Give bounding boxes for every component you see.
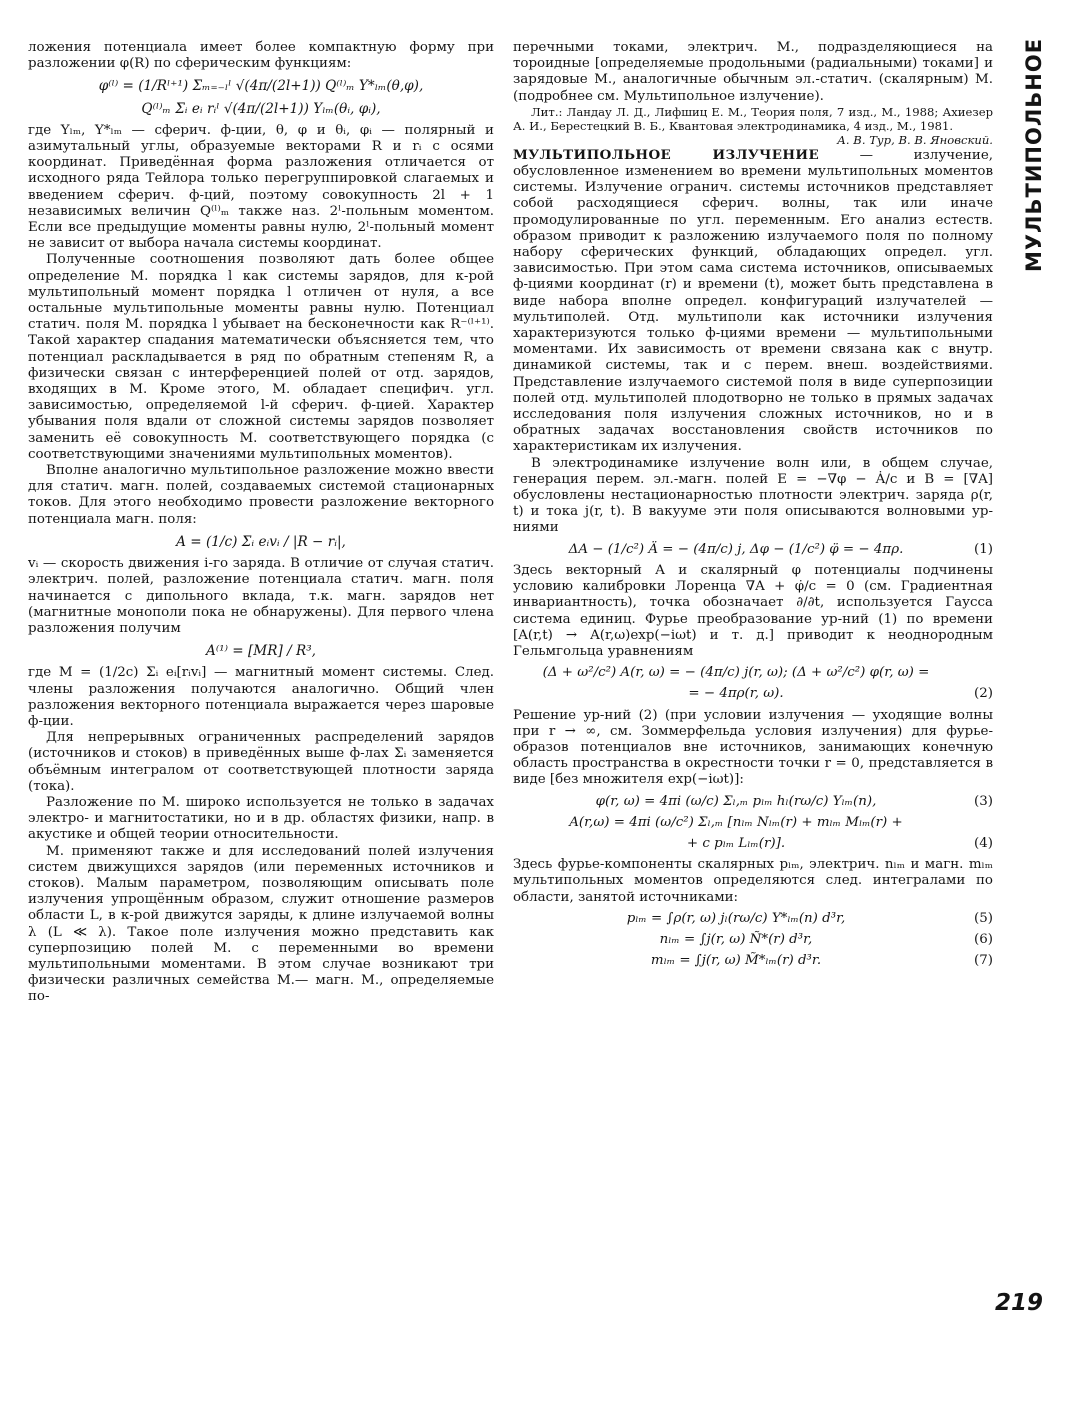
- equation-3: [513, 794, 993, 810]
- author-signature: А. В. Тур, В. В. Яновский.: [837, 132, 993, 147]
- paragraph: Разложение по М. широко используется не только в задачах электро- и магнитостатики, но и в др. областях физики, напр. в акустике и общей теории относительности.: [28, 794, 494, 843]
- equation-body: ΔA − (1/c²) Ä = − (4π/c) j, Δφ − (1/c²) φ̈ = − 4πρ.: [568, 541, 904, 557]
- article-text: — излучение, обусловленное изменением во времени мультипольных моментов системы. Излучение огранич. системы источников представляет собой расходящиеся сферич. волны, так или иначе промодулированные по угл. переменным. Его анализ естеств. образом приводит к разложению излучаемого поля по полному набору сферических функций, обладающих определ. угл. зависимостью. При этом сама система источников, описываемых ф-циями координат (r) и времени (t), может быть представлена в виде набора вполне определ. конфигураций излучателей — мультиполей. Отд. мультиполи как источники излучения характеризуются только ф-циями времени — мультипольными моментами. Их зависимость от времени связана как с внутр. динамикой системы, так и с перем. внеш. воздействиями. Представление излучаемого системой поля в виде суперпозиции полей отд. мультиполей плодотворно не только в прямых задачах исследования поля излучения сложных источников, но и в обратных задачах восстановления свойств источников по характеристикам их излучения.: [513, 147, 994, 455]
- equation-2-line-1: [513, 665, 993, 681]
- right-column: [513, 40, 993, 974]
- equation-body: pₗₘ = ∫ρ(r, ω) jₗ(rω/c) Y*ₗₘ(n) d³r,: [626, 910, 846, 926]
- left-column: [28, 40, 494, 1006]
- equation-5: [513, 911, 993, 927]
- formula-vector-potential: A = (1/c) Σᵢ eᵢvᵢ / |R − rᵢ|,: [176, 533, 346, 550]
- paragraph: Здесь фурье-компоненты скалярных pₗₘ, электрич. nₗₘ и магн. mₗₘ мультипольных моментов определяются след. интегралами по области, занятой источниками:: [513, 857, 993, 905]
- equation-number: (3): [974, 793, 993, 809]
- equation-number: (6): [974, 931, 993, 947]
- running-head-text: МУЛЬТИПОЛЬНОЕ: [1022, 37, 1046, 273]
- references: Лит.: Ландау Л. Д., Лифшиц Е. М., Теория поля, 7 изд., М., 1988; Ахиезер А. И., Берестецкий В. Б., Квантовая электродинамика, 4 изд., М., 1981.: [513, 104, 993, 133]
- equation-body: (Δ + ω²/c²) A(r, ω) = − (4π/c) j(r, ω); (Δ + ω²/c²) φ(r, ω) =: [542, 665, 930, 681]
- paragraph: где Yₗₘ, Y*ₗₘ — сферич. ф-ции, θ, φ и θᵢ, φᵢ — полярный и азимутальный углы, образуемые векторами R и rᵢ с осями координат. Приведённая форма разложения отличается от исходного ряда Тейлора только перегруппировкой слагаемых и введением сферич. ф-ций, поэтому совокупность 2l + 1 независимых величин Q⁽ˡ⁾ₘ также наз. 2ˡ-польным моментом. Если все предыдущие моменты равны нулю, 2ˡ-польный момент не зависит от выбора начала системы координат.: [28, 122, 494, 252]
- equation-2-line-2: [513, 686, 993, 702]
- equation-body: mₗₘ = ∫j(r, ω) M̃*ₗₘ(r) d³r.: [650, 953, 822, 969]
- equation-7: [513, 953, 993, 969]
- equation-number: (1): [974, 541, 993, 557]
- equation-body: = − 4πρ(r, ω).: [688, 686, 784, 702]
- equation-number: (2): [974, 686, 993, 702]
- paragraph: Полученные соотношения позволяют дать более общее определение М. порядка l как системы зарядов, для к-рой мультипольный момент порядка l отличен от нуля, а все остальные мультипольные моменты равны нулю. Потенциал статич. поля М. порядка l убывает на бесконечности как R⁻⁽ˡ⁺¹⁾. Такой характер спадания математически объясняется тем, что потенциал раскладывается в ряд по обратным степеням R, а физически связан с интерференцией полей от отд. зарядов, входящих в М. Кроме этого, М. обладает специфич. угл. зависимостью, определяемой l-й сферич. ф-цией. Характер убывания поля вдали от сложной системы зарядов позволяет заменить её совокупность М. соответствующего порядка (с соответствующими значениями мультипольных моментов).: [28, 252, 494, 462]
- paragraph: Решение ур-ний (2) (при условии излучения — уходящие волны при r → ∞, см. Зоммерфельда условия излучения) для фурье-образов потенциалов вне источников, занимающих конечную область пространства в окрестности точки r = 0, представляется в виде [без множителя exp(−iωt)]:: [513, 707, 993, 788]
- equation-body: A(r,ω) = 4πi (ω/c²) Σₗ,ₘ [nₗₘ Nₗₘ(r) + mₗₘ Mₗₘ(r) +: [569, 814, 903, 830]
- article-headword: МУЛЬТИПОЛЬНОЕ ИЗЛУЧЕНИЕ: [513, 146, 820, 163]
- equation-body: + c pₗₘ Lₗₘ(r)].: [686, 835, 786, 851]
- paragraph: М. применяют также и для исследований полей излучения систем движущихся зарядов (или переменных источников и стоков). Малым параметром, позволяющим описывать поле излучения упрощённым образом, служит отношение размеров области L, в к-рой движутся заряды, к длине излучаемой волны λ (L ≪ λ). Такое поле излучения можно представить как суперпозицию полей М. с переменными во времени мультипольными моментами. В этом случае возникают три физически различных семейства М.— магн. М., определяемые по-: [28, 843, 494, 1005]
- paragraph: Для непрерывных ограниченных распределений зарядов (источников и стоков) в приведённых выше ф-лах Σᵢ заменяется объёмным интегралом от соответствующей плотности заряда (тока).: [28, 730, 494, 794]
- paragraph: Здесь векторный A и скалярный φ потенциалы подчинены условию калибровки Лоренца ∇A + φ̇/c = 0 (см. Градиентная инвариантность), точка обозначает ∂/∂t, используется Гаусса система единиц. Фурье преобразование ур-ний (1) по времени [A(r,t) → A(r,ω)exp(−iωt) и т. д.] приводит к неоднородным Гельмгольца уравнениям: [513, 562, 993, 659]
- paragraph: vᵢ — скорость движения i-го заряда. В отличие от случая статич. электрич. полей, разложение потенциала статич. магн. поля начинается с дипольного вклада, т.к. магн. зарядов нет (магнитные монополи пока не обнаружены). Для первого члена разложения получим: [28, 556, 494, 636]
- equation-4-line-1: [513, 815, 993, 831]
- equation-number: (4): [974, 835, 993, 851]
- equation-body: φ(r, ω) = 4πi (ω/c) Σₗ,ₘ pₗₘ hₗ(rω/c) Yₗₘ(n),: [595, 793, 877, 809]
- equation-1: [513, 542, 993, 558]
- equation-number: (7): [974, 953, 993, 969]
- paragraph: перечными токами, электрич. М., подразделяющиеся на тороидные [определяемые продольными (радиальными) токами] и зарядовые М., аналогичные обычным эл.-статич. (скалярным) М. (подробнее см. Мультипольное излучение).: [513, 40, 993, 104]
- formula-multipole-moment: Q⁽ˡ⁾ₘ Σᵢ eᵢ rᵢˡ √(4π/(2l+1)) Yₗₘ(θᵢ, φᵢ),: [141, 100, 381, 117]
- paragraph: В электродинамике излучение волн или, в общем случае, генерация перем. эл.-магн. полей E = −∇φ − Ȧ/c и B = [∇A] обусловлены нестационарностью плотности электрич. заряда ρ(r, t) и тока j(r, t). В вакууме эти поля описываются волновыми ур-ниями: [513, 455, 993, 536]
- running-head: [1004, 37, 1064, 273]
- paragraph: ложения потенциала имеет более компактную форму при разложении φ(R) по сферическим функциям:: [28, 40, 494, 72]
- page-number: 219: [995, 1290, 1044, 1316]
- paragraph: Вполне аналогично мультипольное разложение можно ввести для статич. магн. полей, создаваемых системой стационарных токов. Для этого необходимо провести разложение векторного потенциала магн. поля:: [28, 463, 494, 527]
- formula-dipole-term: A⁽¹⁾ = [MR] / R³,: [206, 643, 316, 660]
- equation-body: nₗₘ = ∫j(r, ω) Ñ*(r) d³r,: [659, 931, 813, 947]
- equation-6: [513, 932, 993, 948]
- paragraph: где M = (1/2c) Σᵢ eᵢ[rᵢvᵢ] — магнитный момент системы. След. члены разложения получаются аналогично. Общий член разложения векторного потенциала выражается через шаровые ф-ции.: [28, 665, 494, 729]
- article-start: [513, 147, 993, 456]
- equation-4-line-2: [513, 836, 993, 852]
- formula-potential-expansion: φ⁽ˡ⁾ = (1/Rˡ⁺¹) Σₘ₌₋ₗˡ √(4π/(2l+1)) Q⁽ˡ⁾ₘ Y*ₗₘ(θ,φ),: [98, 78, 424, 95]
- equation-number: (5): [974, 910, 993, 926]
